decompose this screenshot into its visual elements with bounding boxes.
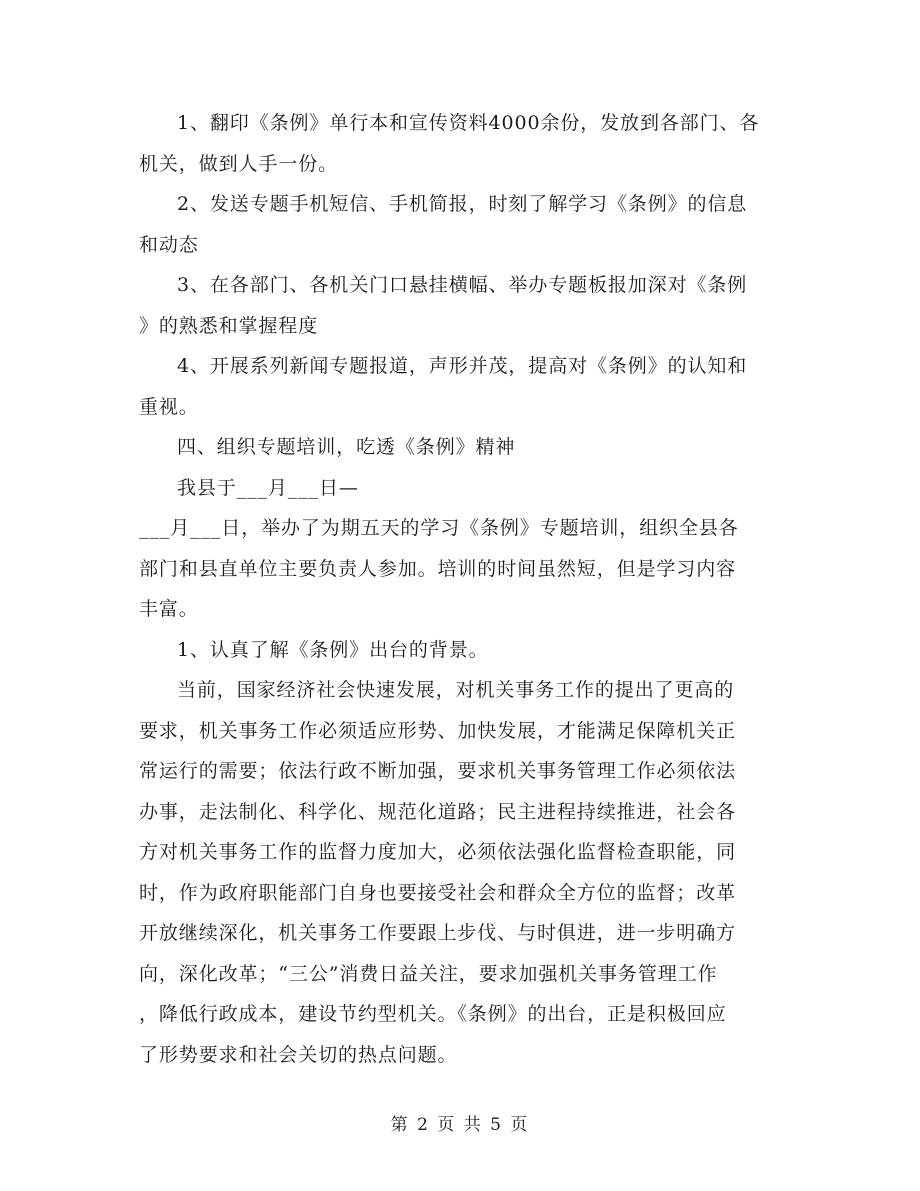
paragraph-line: 机关，做到人手一份。 <box>139 152 339 175</box>
paragraph-line: 和动态 <box>139 233 199 256</box>
paragraph-line: 了形势要求和社会关切的热点问题。 <box>139 1043 458 1066</box>
paragraph-line: 1、翻印《条例》单行本和宣传资料4000余份，发放到各部门、各 <box>177 112 760 134</box>
paragraph-line: 丰富。 <box>139 598 199 620</box>
document-body <box>139 103 789 1075</box>
paragraph-line: 要求，机关事务工作必须适应形势、加快发展，才能满足保障机关正 <box>139 719 737 742</box>
paragraph-line: 当前，国家经济社会快速发展，对机关事务工作的提出了更高的 <box>177 679 735 701</box>
paragraph-line: 方对机关事务工作的监督力度加大，必须依法强化监督检查职能，同 <box>139 841 737 863</box>
section-heading: 四、组织专题培训，吃透《条例》精神 <box>177 436 516 458</box>
paragraph-line: 开放继续深化，机关事务工作要跟上步伐、与时俱进，进一步明确方 <box>139 922 737 944</box>
paragraph-line: 时，作为政府职能部门自身也要接受社会和群众全方位的监督；改革 <box>139 881 737 904</box>
paragraph-line: 我县于___月___日— <box>177 476 359 499</box>
paragraph-line: 常运行的需要；依法行政不断加强，要求机关事务管理工作必须依法 <box>139 760 737 782</box>
paragraph-line: 部门和县直单位主要负责人参加。培训的时间虽然短，但是学习内容 <box>139 557 737 580</box>
paragraph-line: 2、发送专题手机短信、手机简报，时刻了解学习《条例》的信息 <box>177 193 748 215</box>
paragraph-line: ，降低行政成本，建设节约型机关。《条例》的出台，正是积极回应 <box>139 1003 727 1025</box>
paragraph-line: 向，深化改革；“三公”消费日益关注，要求加强机关事务管理工作 <box>139 962 718 985</box>
paragraph-line: ___月___日，举办了为期五天的学习《条例》专题培训，组织全县各 <box>139 517 739 539</box>
paragraph-line: 重视。 <box>139 395 199 418</box>
page-number-footer: 第 2 页 共 5 页 <box>390 1115 530 1135</box>
subsection-heading: 1、认真了解《条例》出台的背景。 <box>177 638 489 661</box>
paragraph-line: 4、开展系列新闻专题报道，声形并茂，提高对《条例》的认知和 <box>177 355 748 377</box>
paragraph-line: 办事，走法制化、科学化、规范化道路；民主进程持续推进，社会各 <box>139 800 737 823</box>
paragraph-line: 3、在各部门、各机关门口悬挂横幅、举办专题板报加深对《条例 <box>177 274 748 296</box>
paragraph-line: 》的熟悉和掌握程度 <box>139 314 319 337</box>
